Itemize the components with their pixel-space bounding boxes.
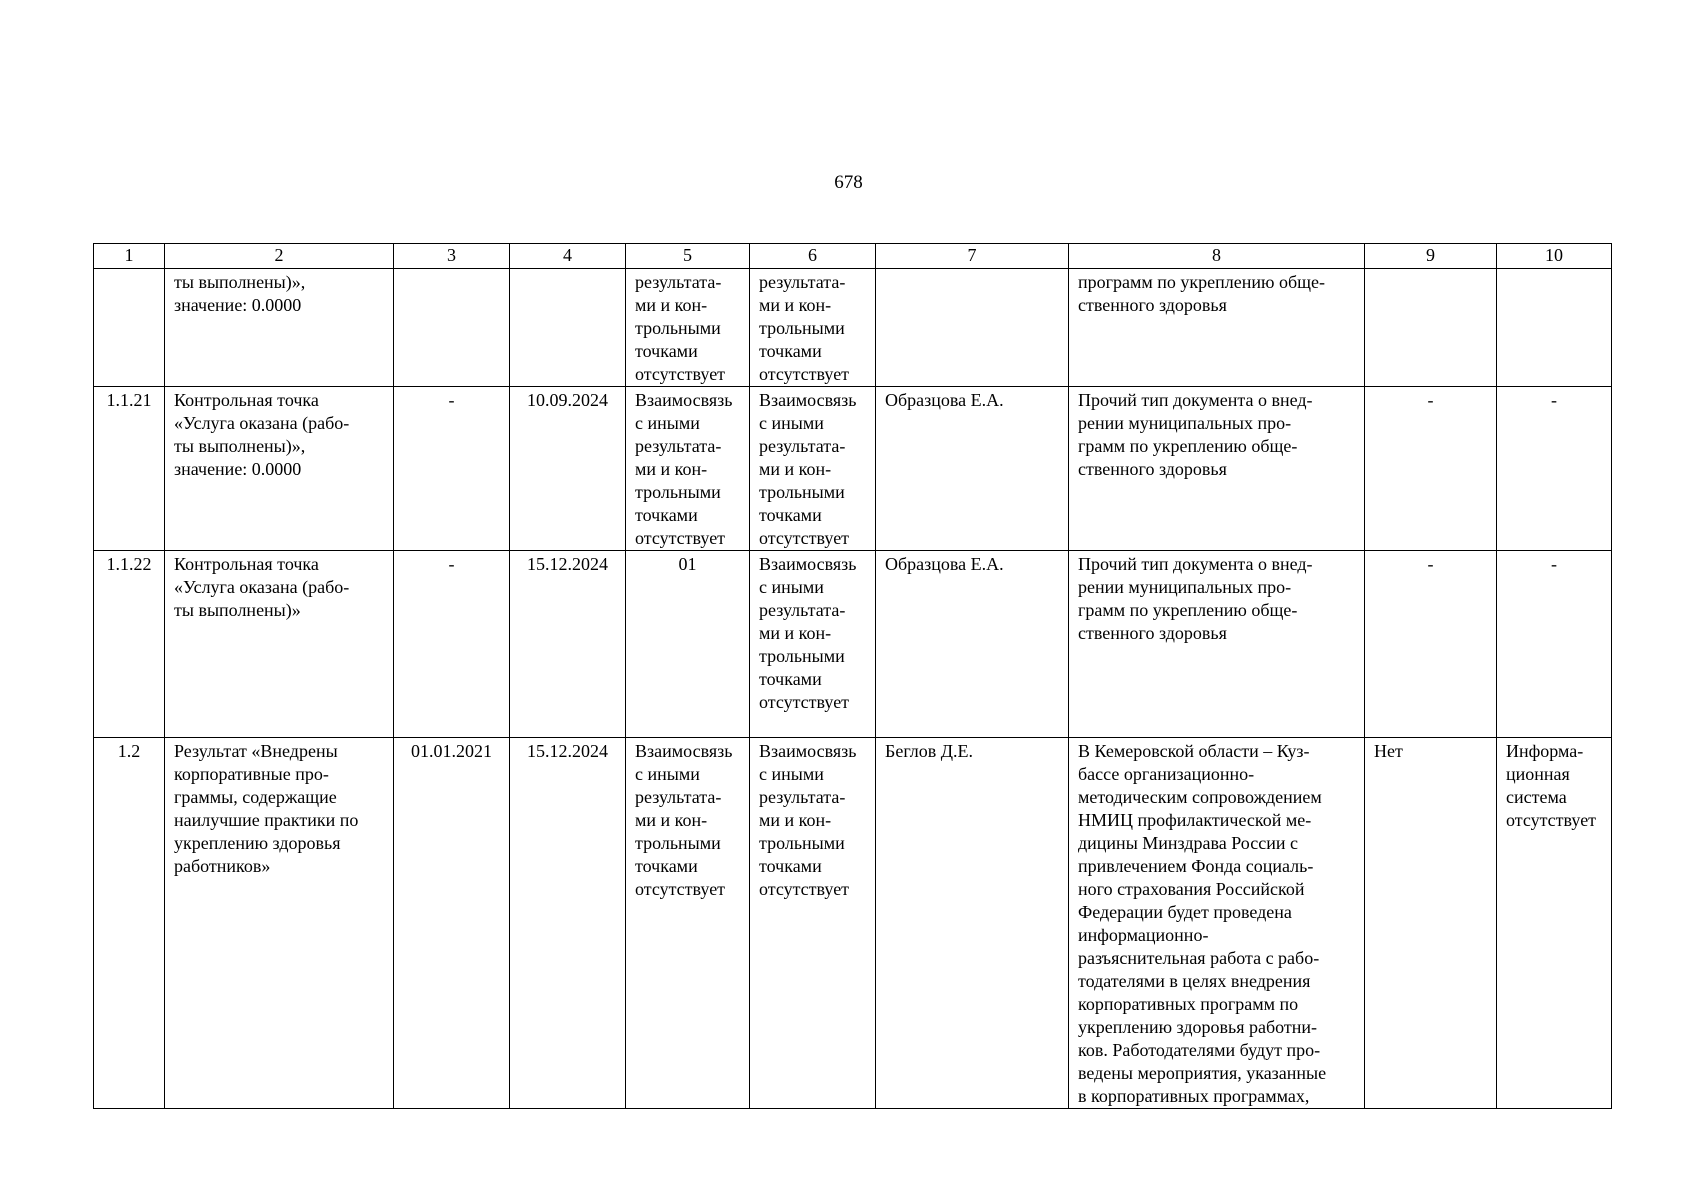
row-number-cell: 1.1.22 xyxy=(94,551,165,738)
column-header: 2 xyxy=(165,244,394,269)
description-cell: В Кемеровской области – Куз- бассе организационно- методическим сопровождением НМИЦ профилактической ме- дицины Минздрава России с привлечением Фонда социаль- ного страхования Российской Федерации будет проведена информационно- разъяснительная работа с рабо- тодателями в целях внедрения корпоративных программ по укреплению здоровья работни- ков. Работодателями будут про- ведены мероприятия, указанные в корпоративных программах, xyxy=(1069,738,1365,1109)
column-9-cell: - xyxy=(1365,551,1497,738)
successor-cell: Взаимосвязь с иными результата- ми и кон- трольными точками отсутствует xyxy=(750,738,876,1109)
name-cell: Контрольная точка «Услуга оказана (рабо- ты выполнены)», значение: 0.0000 xyxy=(165,387,394,551)
successor-cell: Взаимосвязь с иными результата- ми и кон- трольными точками отсутствует xyxy=(750,551,876,738)
start-date-cell: 01.01.2021 xyxy=(394,738,510,1109)
plan-table xyxy=(93,243,1612,1109)
column-9-cell: - xyxy=(1365,387,1497,551)
end-date-cell: 15.12.2024 xyxy=(510,551,626,738)
table-row xyxy=(94,551,1612,738)
name-cell: Результат «Внедрены корпоративные про- граммы, содержащие наилучшие практики по укреплению здоровья работников» xyxy=(165,738,394,1109)
row-number-cell: 1.1.21 xyxy=(94,387,165,551)
start-date-cell xyxy=(394,269,510,387)
predecessor-cell: Взаимосвязь с иными результата- ми и кон- трольными точками отсутствует xyxy=(626,738,750,1109)
column-header: 8 xyxy=(1069,244,1365,269)
column-header: 3 xyxy=(394,244,510,269)
column-10-cell: - xyxy=(1497,551,1612,738)
name-cell: Контрольная точка «Услуга оказана (рабо- ты выполнены)» xyxy=(165,551,394,738)
column-header: 1 xyxy=(94,244,165,269)
column-9-cell xyxy=(1365,269,1497,387)
table-row xyxy=(94,387,1612,551)
start-date-cell: - xyxy=(394,387,510,551)
responsible-cell: Образцова Е.А. xyxy=(876,387,1069,551)
table-row xyxy=(94,269,1612,387)
successor-cell: Взаимосвязь с иными результата- ми и кон- трольными точками отсутствует xyxy=(750,387,876,551)
description-cell: программ по укреплению обще- ственного здоровья xyxy=(1069,269,1365,387)
row-number-cell: 1.2 xyxy=(94,738,165,1109)
end-date-cell: 10.09.2024 xyxy=(510,387,626,551)
table-row xyxy=(94,738,1612,1109)
predecessor-cell: 01 xyxy=(626,551,750,738)
row-number-cell xyxy=(94,269,165,387)
predecessor-cell: Взаимосвязь с иными результата- ми и кон- трольными точками отсутствует xyxy=(626,387,750,551)
page-number: 678 xyxy=(834,172,863,193)
description-cell: Прочий тип документа о внед- рении муниципальных про- грамм по укреплению обще- ственного здоровья xyxy=(1069,551,1365,738)
column-header: 7 xyxy=(876,244,1069,269)
responsible-cell: Образцова Е.А. xyxy=(876,551,1069,738)
column-9-cell: Нет xyxy=(1365,738,1497,1109)
column-header: 9 xyxy=(1365,244,1497,269)
column-header: 10 xyxy=(1497,244,1612,269)
start-date-cell: - xyxy=(394,551,510,738)
name-cell: ты выполнены)», значение: 0.0000 xyxy=(165,269,394,387)
column-10-cell: - xyxy=(1497,387,1612,551)
successor-cell: результата- ми и кон- трольными точками отсутствует xyxy=(750,269,876,387)
end-date-cell: 15.12.2024 xyxy=(510,738,626,1109)
table-header-row xyxy=(94,244,1612,269)
responsible-cell: Беглов Д.Е. xyxy=(876,738,1069,1109)
column-10-cell: Информа- ционная система отсутствует xyxy=(1497,738,1612,1109)
column-header: 5 xyxy=(626,244,750,269)
column-header: 6 xyxy=(750,244,876,269)
column-10-cell xyxy=(1497,269,1612,387)
column-header: 4 xyxy=(510,244,626,269)
description-cell: Прочий тип документа о внед- рении муниципальных про- грамм по укреплению обще- ственного здоровья xyxy=(1069,387,1365,551)
end-date-cell xyxy=(510,269,626,387)
responsible-cell xyxy=(876,269,1069,387)
predecessor-cell: результата- ми и кон- трольными точками отсутствует xyxy=(626,269,750,387)
